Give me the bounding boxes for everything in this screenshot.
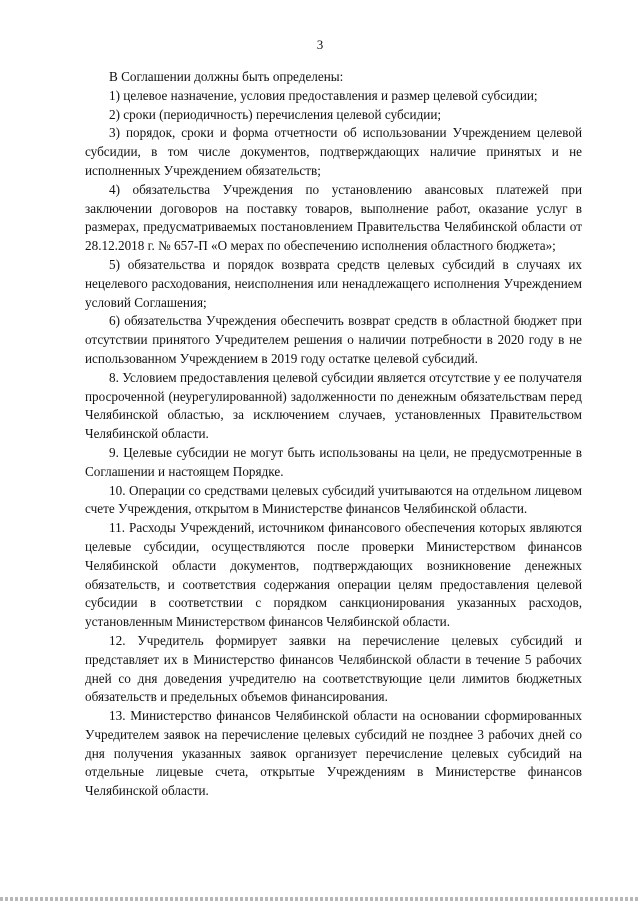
paragraph-clause-13: 13. Министерство финансов Челябинской области на основании сформированных Учредителем заявок на перечисление целевых субсидий не позднее 3 рабочих дней со дня получения указанных заявок организует перечисление целевых субсидий на отдельные лицевые счета, открытые Учреждениям в Министерстве финансов Челябинской области. [85, 708, 582, 799]
paragraph-item-6: 6) обязательства Учреждения обеспечить возврат средств в областной бюджет при отсутствии принятого Учредителем решения о наличии потребности в 2020 году в не использованном Учреждением в 2019 году остатке целевой субсидий. [85, 313, 582, 366]
paragraph-item-2: 2) сроки (периодичность) перечисления целевой субсидии; [109, 106, 442, 122]
document-body [85, 68, 582, 801]
paragraph-clause-8: 8. Условием предоставления целевой субсидии является отсутствие у ее получателя просроченной (неурегулированной) задолженности по денежным обязательствам перед Челябинской областью, за исключением случаев, установленных Правительством Челябинской области. [85, 369, 582, 442]
paragraph-item-1: 1) целевое назначение, условия предоставления и размер целевой субсидии; [109, 87, 538, 103]
paragraph-clause-12: 12. Учредитель формирует заявки на перечисление целевых субсидий и представляет их в Министерство финансов Челябинской области в течение 5 рабочих дней со дня доведения учредителю на соответствующие цели лимитов бюджетных обязательств и предельных объемов финансирования. [85, 632, 582, 705]
scan-edge-rule [0, 897, 640, 901]
paragraph-item-4: 4) обязательства Учреждения по установлению авансовых платежей при заключении договоров на поставку товаров, выполнение работ, оказание услуг в размерах, предусматриваемых постановлением Правительства Челябинской области от 28.12.2018 г. № 657-П «О мерах по обеспечению исполнения областного бюджета»; [85, 181, 582, 254]
paragraph-clause-10: 10. Операции со средствами целевых субсидий учитываются на отдельном лицевом счете Учреждения, открытом в Министерстве финансов Челябинской области. [85, 482, 582, 517]
paragraph-item-5: 5) обязательства и порядок возврата средств целевых субсидий в случаях их нецелевого расходования, неисполнения или ненадлежащего исполнения Учреждением условий Соглашения; [85, 256, 582, 310]
page-number: 3 [316, 37, 324, 52]
paragraph-item-3: 3) порядок, сроки и форма отчетности об использовании Учреждением целевой субсидии, в том числе документов, подтверждающих наличие принятых и не исполненных Учреждением обязательств; [85, 125, 582, 178]
paragraph-intro: В Соглашении должны быть определены: [109, 69, 344, 84]
paragraph-clause-11: 11. Расходы Учреждений, источником финансового обеспечения которых являются целевые субсидии, осуществляются после проверки Министерством финансов Челябинской области документов, подтверждающих возникновение денежных обязательств, и соответствия содержания операции целям предоставления целевой субсидии в соответствии с порядком санкционирования указанных расходов, установленным Министерством финансов Челябинской области. [85, 520, 582, 630]
paragraph-clause-9: 9. Целевые субсидии не могут быть использованы на цели, не предусмотренные в Соглашении и настоящем Порядке. [85, 444, 582, 479]
